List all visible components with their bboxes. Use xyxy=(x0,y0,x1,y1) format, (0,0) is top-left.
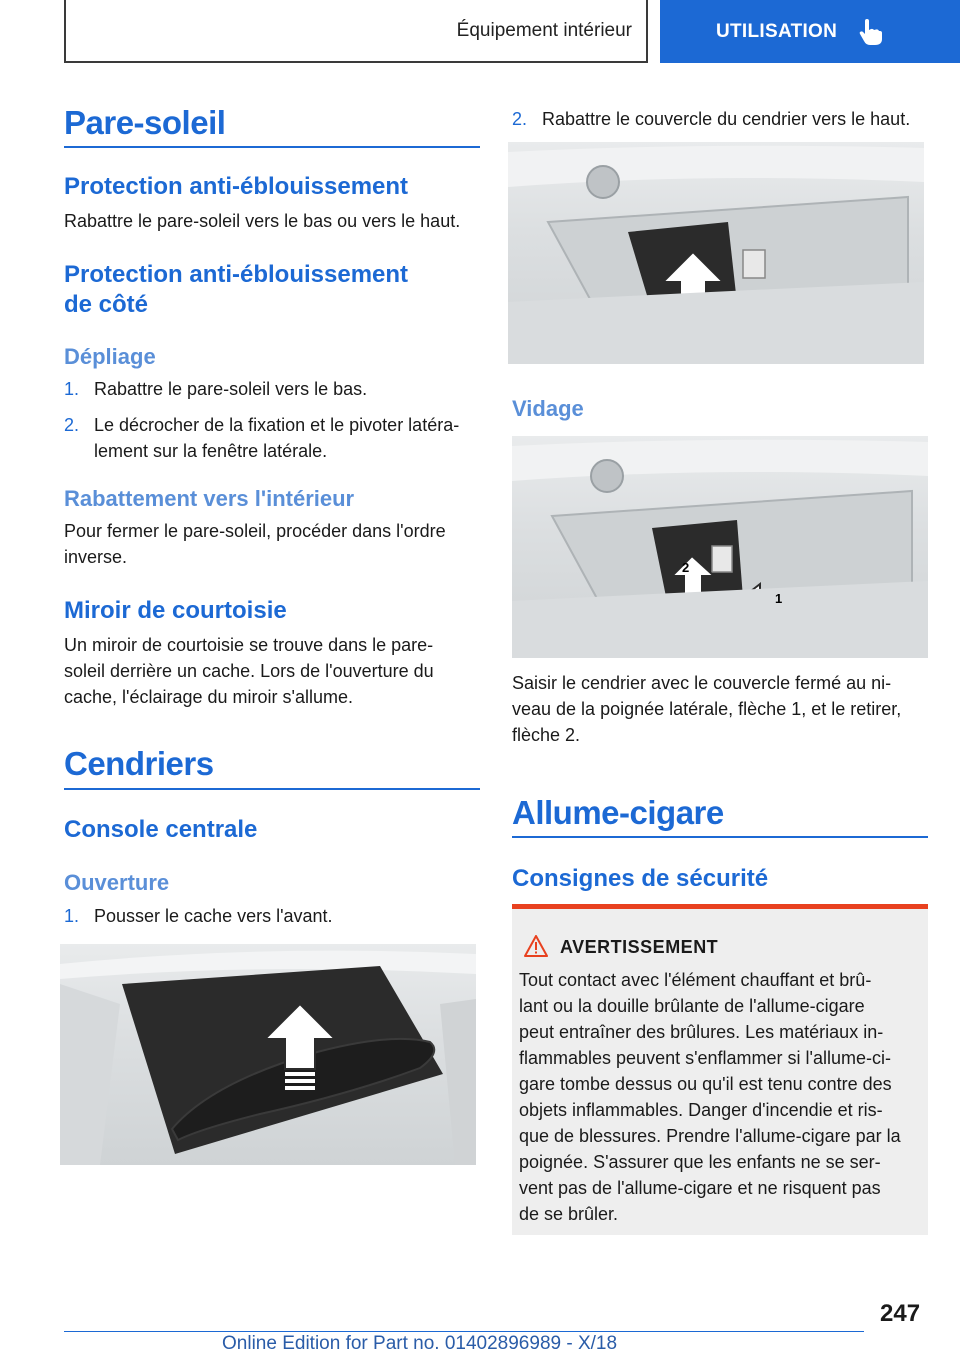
step-number: 2. xyxy=(64,415,80,435)
warning-line: peut entraîner des brûlures. Les matériaux in- xyxy=(519,1022,884,1042)
heading-cendriers: Cendriers xyxy=(64,745,214,782)
step-text: Pousser le cache vers l'avant. xyxy=(94,906,333,926)
fold-text-line2: inverse. xyxy=(64,547,128,567)
page-number: 247 xyxy=(880,1300,921,1327)
step-number: 1. xyxy=(64,379,80,399)
header-section-title: Équipement intérieur xyxy=(456,19,632,41)
heading-side-glare-line1: Protection anti-éblouissement xyxy=(64,261,409,288)
heading-console-centrale: Console centrale xyxy=(64,816,258,843)
header-section-tab xyxy=(64,0,648,63)
warning-triangle-icon xyxy=(524,935,548,957)
warning-line: que de blessures. Prendre l'allume-cigare par la xyxy=(519,1126,901,1146)
step-text: Rabattre le pare-soleil vers le bas. xyxy=(94,379,368,399)
anti-glare-text: Rabattre le pare-soleil vers le bas ou vers le haut. xyxy=(64,211,461,231)
step-number: 2. xyxy=(512,109,528,129)
footer-rule xyxy=(64,1331,864,1332)
step-text: Rabattre le couvercle du cendrier vers le haut. xyxy=(542,109,911,129)
heading-ouverture: Ouverture xyxy=(64,870,170,895)
step-text: lement sur la fenêtre latérale. xyxy=(94,441,328,461)
ashtray-removal-photo xyxy=(512,436,928,658)
ashtray-lid-photo xyxy=(508,142,924,364)
empty-text-line2: veau de la poignée latérale, flèche 1, et le retirer, xyxy=(512,699,902,719)
warning-line: de se brûler. xyxy=(519,1204,619,1224)
warning-line: flammables peuvent s'enflammer si l'allume-ci- xyxy=(519,1048,891,1068)
heading-consignes: Consignes de sécurité xyxy=(512,865,769,892)
empty-text-line1: Saisir le cendrier avec le couvercle fermé au ni- xyxy=(512,673,892,693)
hand-pointer-icon xyxy=(859,19,883,45)
ashtray-cover-photo xyxy=(60,944,476,1165)
empty-text-line3: flèche 2. xyxy=(512,725,581,745)
heading-miroir: Miroir de courtoisie xyxy=(64,597,287,624)
warning-text xyxy=(519,967,923,1227)
callout-1-label: 1 xyxy=(775,591,783,606)
ashtray-lid-illustration xyxy=(508,142,924,364)
heading-anti-glare: Protection anti-éblouissement xyxy=(64,173,409,200)
header-chapter-tab xyxy=(660,0,960,63)
mirror-text-line2: soleil derrière un cache. Lors de l'ouverture du xyxy=(64,661,434,681)
ashtray-removal-illustration xyxy=(512,436,928,658)
step-text: Le décrocher de la fixation et le pivoter latéra- xyxy=(94,415,460,435)
heading-vidage: Vidage xyxy=(512,396,584,421)
warning-box xyxy=(512,904,928,1235)
fold-text-line1: Pour fermer le pare-soleil, procéder dans l'ordre xyxy=(64,521,446,541)
header-chapter-title: UTILISATION xyxy=(716,20,838,42)
warning-title: AVERTISSEMENT xyxy=(560,937,719,957)
warning-line: vent pas de l'allume-cigare et ne risquent pas xyxy=(519,1178,881,1198)
warning-line: gare tombe dessus ou qu'il est tenu contre des xyxy=(519,1074,892,1094)
warning-line: Tout contact avec l'élément chauffant et brû- xyxy=(519,970,872,990)
heading-rabattement: Rabattement vers l'intérieur xyxy=(64,486,355,511)
ashtray-cover-illustration xyxy=(60,944,476,1165)
heading-depliage: Dépliage xyxy=(64,344,156,369)
callout-2-label: 2 xyxy=(682,560,690,575)
step-number: 1. xyxy=(64,906,80,926)
heading-rule xyxy=(512,836,928,838)
mirror-text-line1: Un miroir de courtoisie se trouve dans le pare- xyxy=(64,635,434,655)
heading-allume-cigare: Allume-cigare xyxy=(512,794,724,831)
heading-pare-soleil: Pare-soleil xyxy=(64,104,226,141)
warning-line: objets inflammables. Danger d'incendie et ris- xyxy=(519,1100,883,1120)
warning-line: lant ou la douille brûlante de l'allume-cigare xyxy=(519,996,865,1016)
heading-rule xyxy=(64,788,480,790)
footer-edition: Online Edition for Part no. 01402896989 - X/18 xyxy=(222,1333,618,1354)
heading-side-glare-line2: de côté xyxy=(64,291,149,318)
mirror-text-line3: cache, l'éclairage du miroir s'allume. xyxy=(64,687,353,707)
heading-rule xyxy=(64,146,480,148)
warning-line: poignée. S'assurer que les enfants ne se ser- xyxy=(519,1152,881,1172)
